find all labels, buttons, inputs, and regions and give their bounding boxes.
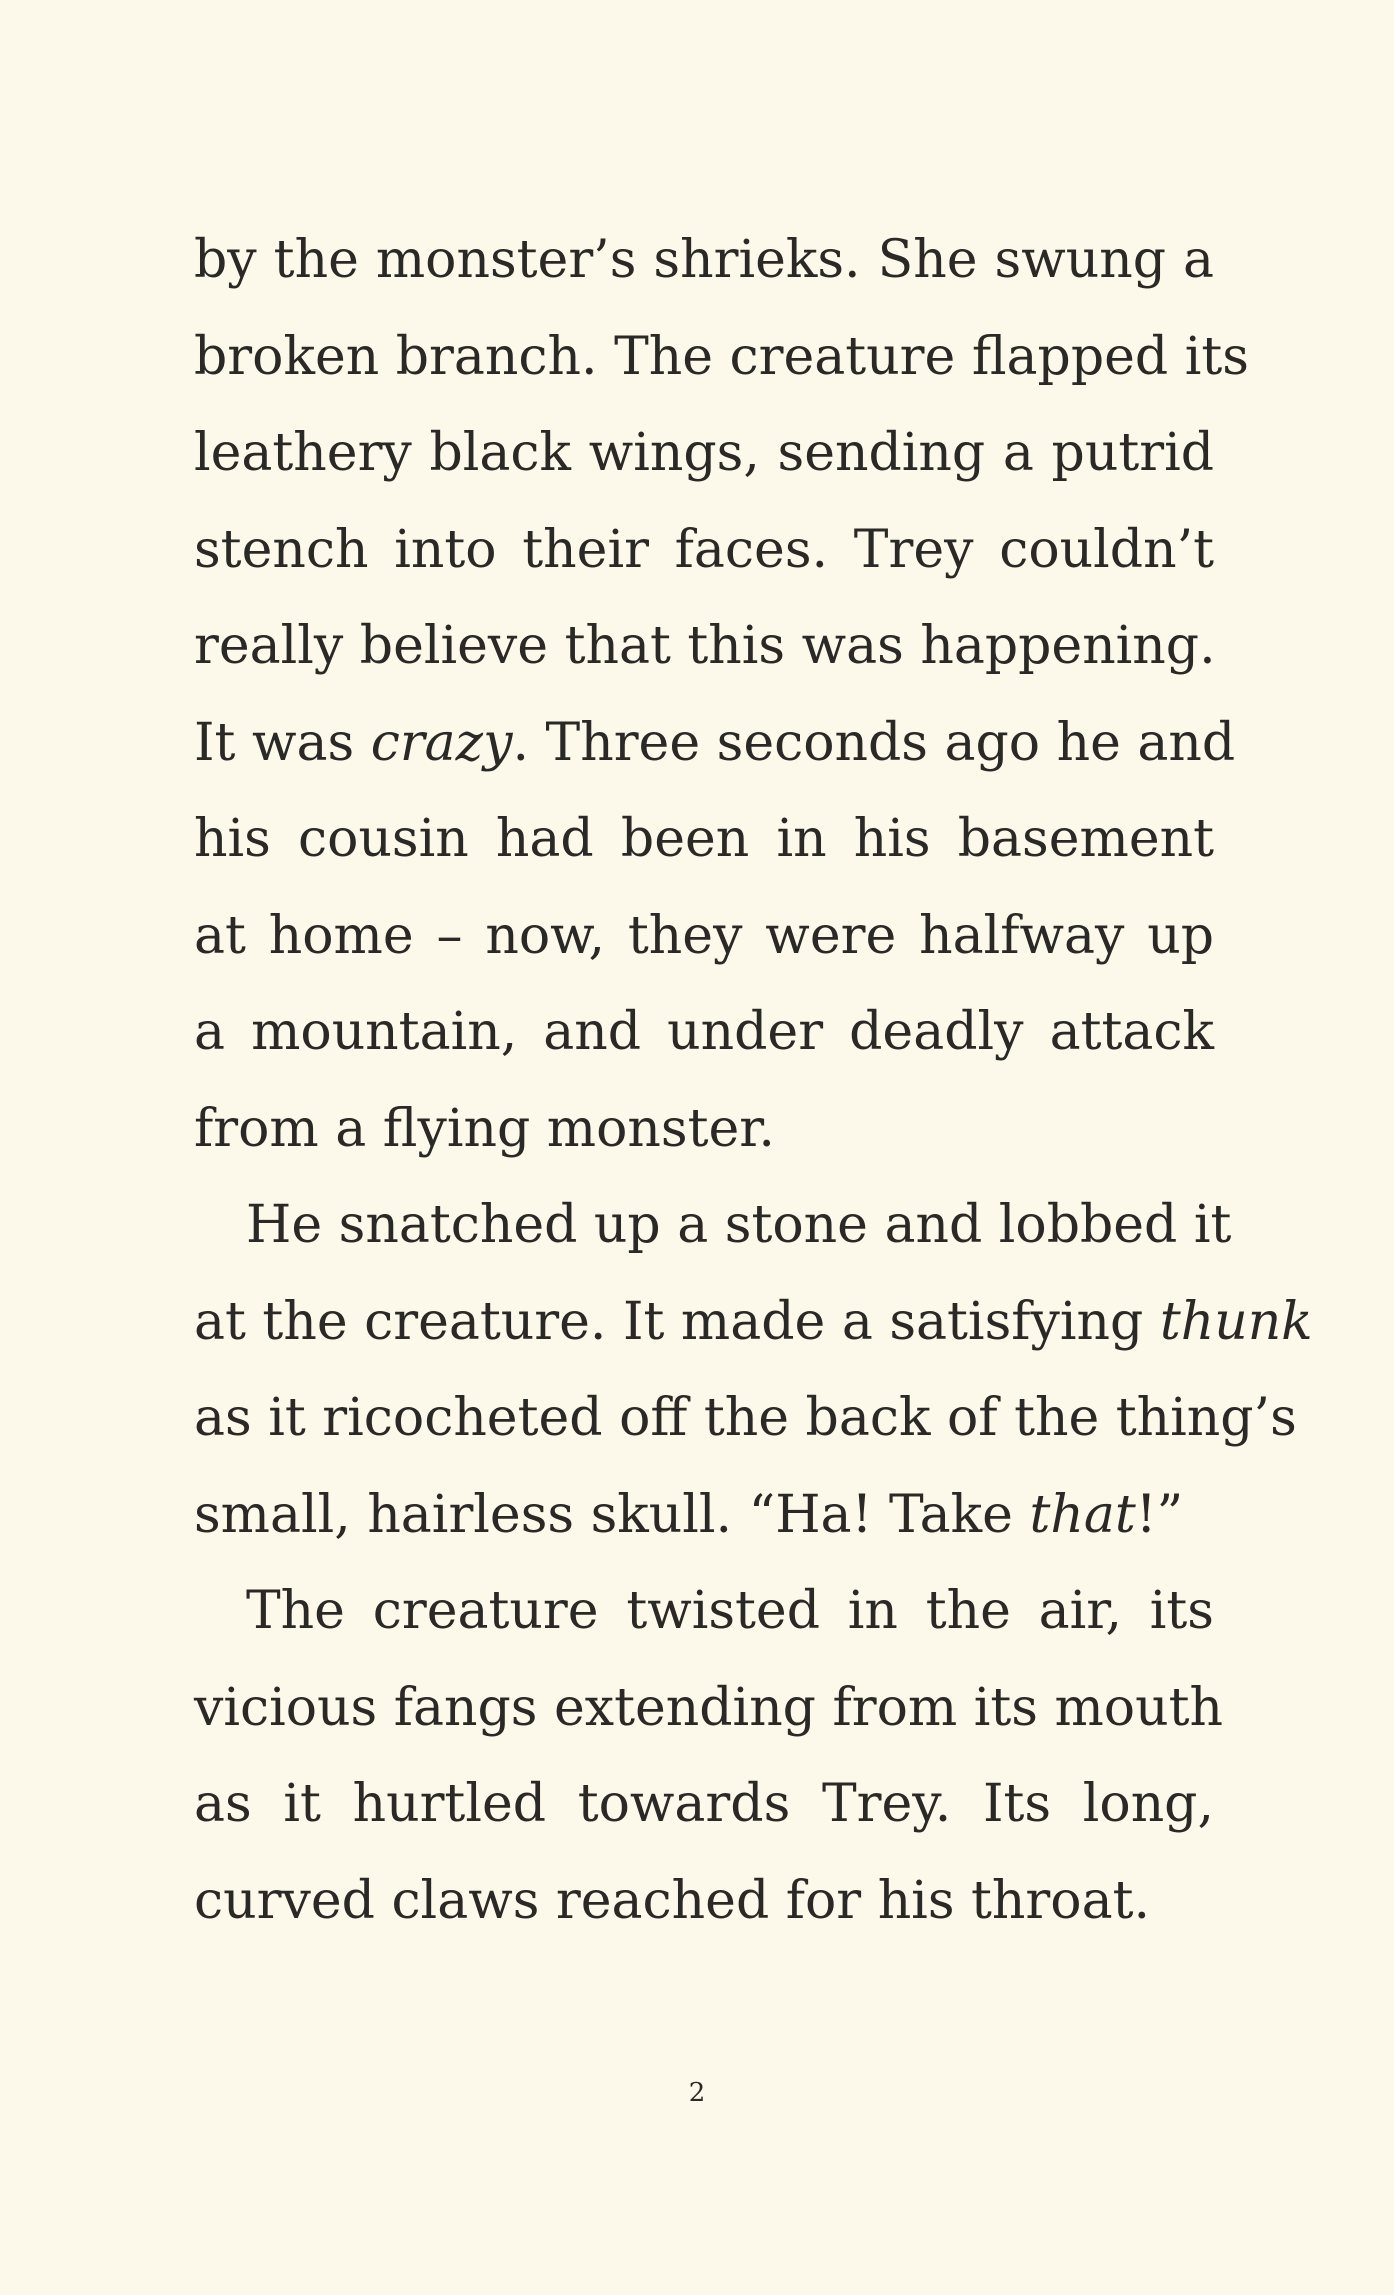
text-line — [194, 1756, 1214, 1853]
text-line — [194, 888, 1214, 985]
text-segment: his cousin had been in his basement — [194, 809, 1214, 869]
text-segment: It was — [194, 712, 371, 773]
text-segment: leathery black wings, sending a putrid — [194, 423, 1214, 483]
text-segment: He snatched up a stone and lobbed it — [246, 1195, 1232, 1255]
text-segment: really believe that this was happening. — [194, 616, 1216, 676]
text-segment: at home – now, they were halfway up — [194, 905, 1214, 966]
text-segment: vicious fangs extending from its mouth — [194, 1677, 1223, 1738]
text-segment: as it ricocheted off the back of the thing’s — [194, 1388, 1297, 1448]
text-segment: from a flying monster. — [194, 1098, 775, 1159]
text-segment: !” — [1135, 1484, 1184, 1545]
text-segment: broken branch. The creature flapped its — [194, 326, 1249, 387]
text-line — [194, 1563, 1214, 1660]
text-line — [194, 1853, 1214, 1950]
text-segment: . Three seconds ago he and — [512, 712, 1236, 773]
text-segment: by the monster’s shrieks. She swung a — [194, 230, 1214, 290]
text-segment: small, hairless skull. “Ha! Take — [194, 1484, 1030, 1545]
text-line — [194, 1081, 1214, 1178]
italic-text: crazy — [370, 712, 513, 773]
body-text — [194, 212, 1313, 1949]
text-line — [194, 1274, 1313, 1371]
text-line — [194, 309, 1249, 406]
text-line — [194, 1177, 1232, 1274]
text-segment: as it hurtled towards Trey. Its long, — [194, 1774, 1214, 1834]
text-segment: The creature twisted in the air, its — [246, 1581, 1214, 1641]
text-line — [194, 502, 1214, 599]
text-line — [194, 695, 1236, 792]
text-segment: a mountain, and under deadly attack — [194, 1002, 1214, 1062]
text-line — [194, 598, 1214, 695]
text-segment: stench into their faces. Trey couldn’t — [194, 519, 1214, 580]
page-number: 2 — [688, 2078, 706, 2108]
text-line — [194, 984, 1214, 1081]
italic-text: thunk — [1159, 1291, 1313, 1352]
text-segment: curved claws reached for his throat. — [194, 1870, 1151, 1931]
text-line — [194, 405, 1214, 502]
text-line — [194, 212, 1214, 309]
text-line — [194, 1660, 1223, 1757]
text-line — [194, 791, 1214, 888]
text-line — [194, 1467, 1214, 1564]
text-line — [194, 1370, 1297, 1467]
text-segment: at the creature. It made a satisfying — [194, 1291, 1160, 1352]
italic-text: that — [1029, 1484, 1136, 1545]
